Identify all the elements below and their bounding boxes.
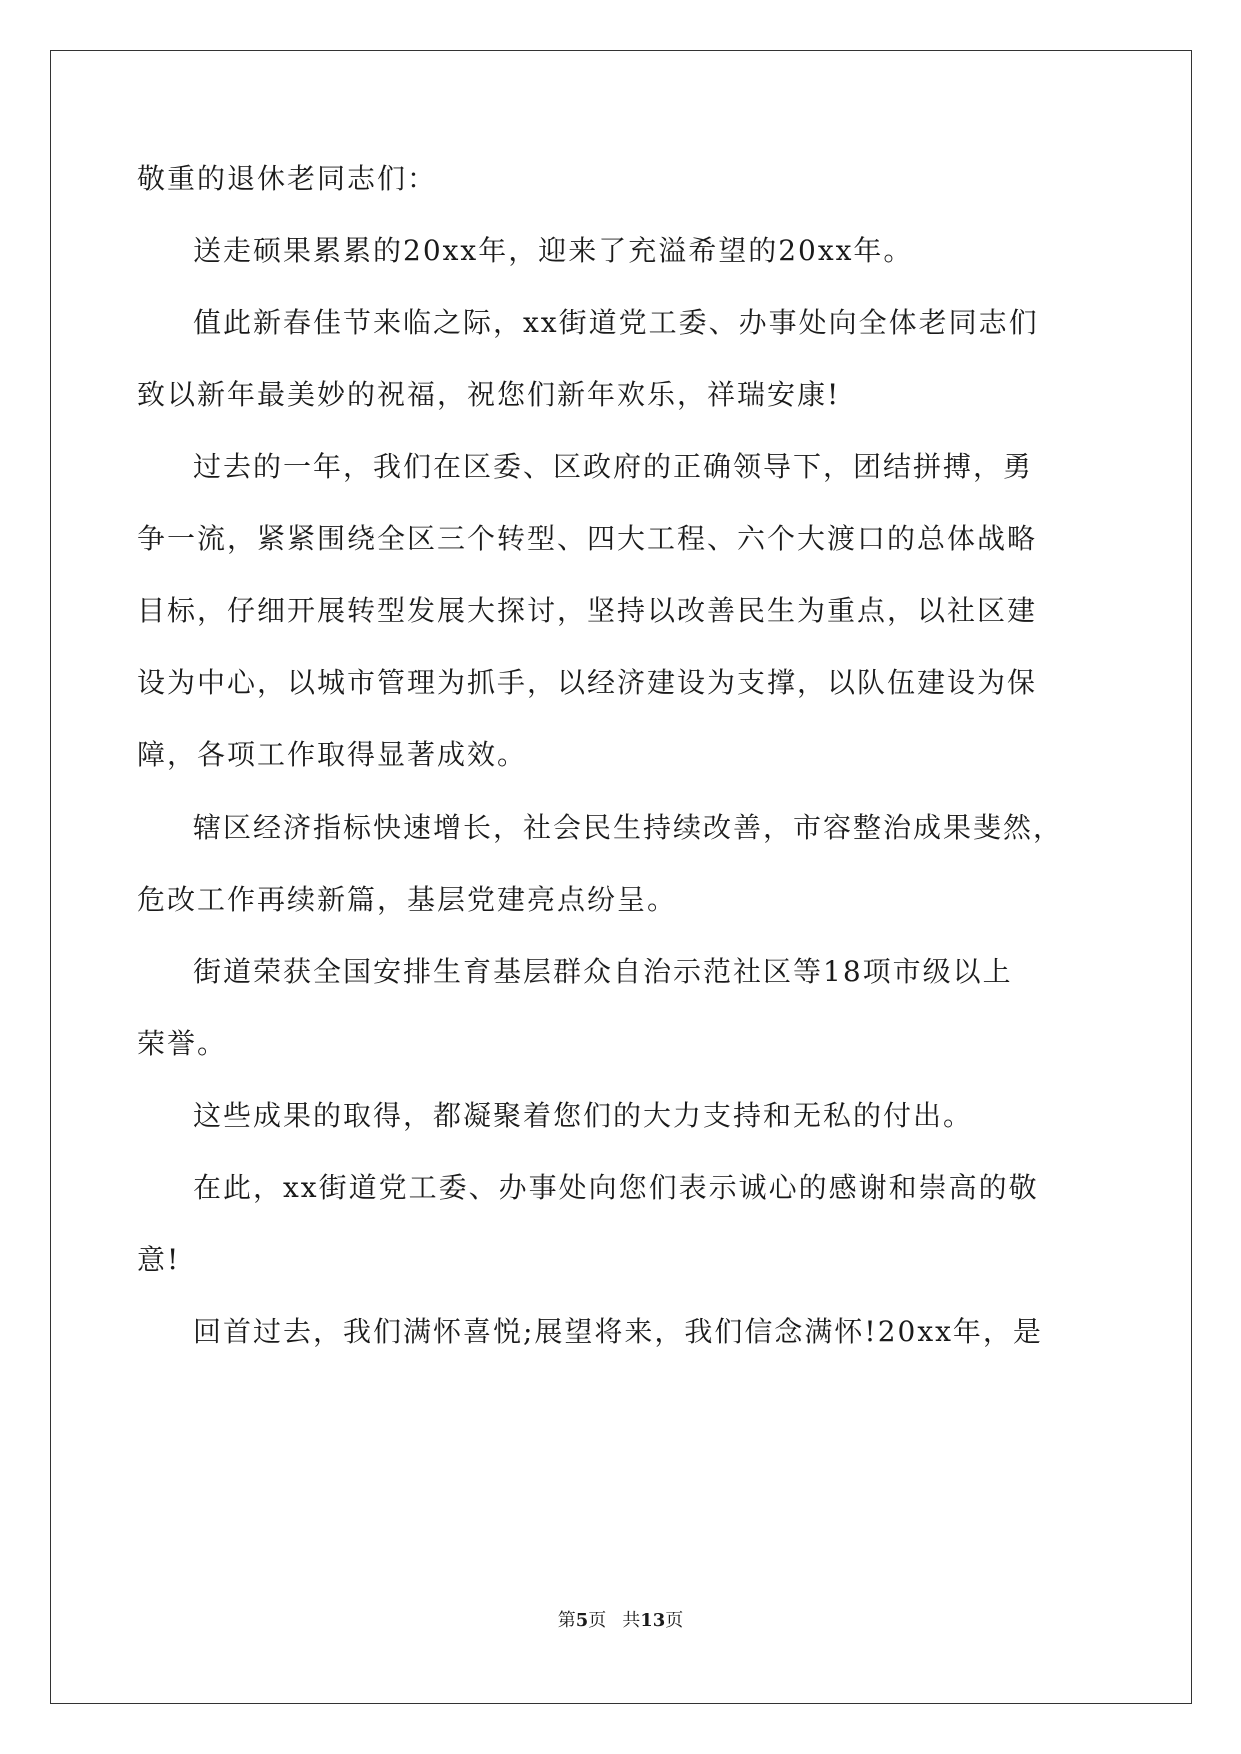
paragraph-line: 值此新春佳节来临之际，xx街道党工委、办事处向全体老同志们	[193, 306, 1039, 339]
paragraph-line: 在此，xx街道党工委、办事处向您们表示诚心的感谢和崇高的敬	[193, 1171, 1039, 1204]
paragraph-line: 辖区经济指标快速增长，社会民生持续改善，市容整治成果斐然，	[193, 811, 1064, 844]
paragraph-line: 目标，仔细开展转型发展大探讨，坚持以改善民生为重点，以社区建	[137, 594, 1038, 627]
page-border	[50, 50, 1192, 1704]
paragraph-line: 障，各项工作取得显著成效。	[137, 738, 528, 771]
paragraph-line: 设为中心，以城市管理为抓手，以经济建设为支撑，以队伍建设为保	[137, 666, 1038, 699]
page-footer	[0, 1609, 1241, 1633]
paragraph-line: 危改工作再续新篇，基层党建亮点纷呈。	[137, 883, 678, 916]
page-prefix: 第	[557, 1610, 576, 1631]
paragraph-line: 致以新年最美妙的祝福，祝您们新年欢乐，祥瑞安康!	[137, 378, 841, 411]
total-pages: 13	[640, 1610, 666, 1631]
paragraph-line: 这些成果的取得，都凝聚着您们的大力支持和无私的付出。	[193, 1099, 974, 1132]
page-suffix: 页	[588, 1610, 607, 1631]
paragraph-line: 过去的一年，我们在区委、区政府的正确领导下，团结拼搏，勇	[193, 450, 1034, 483]
salutation-line: 敬重的退休老同志们：	[137, 162, 438, 195]
page-number: 5	[575, 1610, 589, 1631]
paragraph-line: 街道荣获全国安排生育基层群众自治示范社区等18项市级以上	[193, 955, 1013, 988]
total-prefix: 共	[622, 1610, 641, 1631]
paragraph-line: 回首过去，我们满怀喜悦;展望将来，我们信念满怀!20xx年，是	[193, 1315, 1043, 1348]
paragraph-line: 送走硕果累累的20xx年，迎来了充溢希望的20xx年。	[193, 234, 914, 267]
paragraph-line: 荣誉。	[137, 1027, 228, 1060]
total-suffix: 页	[665, 1610, 684, 1631]
paragraph-line: 争一流，紧紧围绕全区三个转型、四大工程、六个大渡口的总体战略	[137, 522, 1038, 555]
paragraph-line: 意!	[137, 1243, 181, 1276]
